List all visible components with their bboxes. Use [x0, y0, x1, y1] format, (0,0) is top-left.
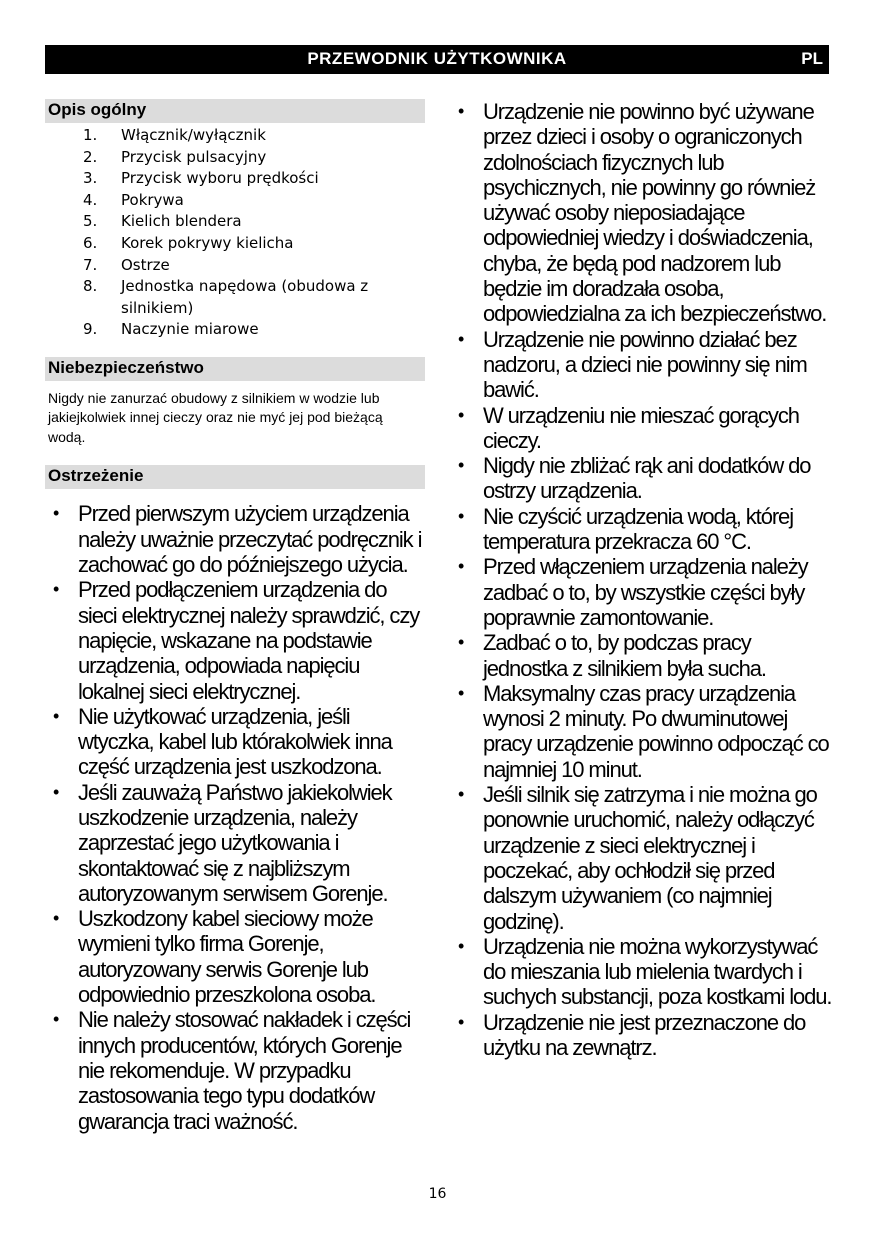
item-number: 2. — [83, 147, 98, 166]
danger-text: Nigdy nie zanurzać obudowy z silnikiem w wodzie lub jakiejkolwiek innej cieczy oraz nie myć jej pod bieżącą wodą. — [48, 389, 383, 445]
warning-text: Nie użytkować urządzenia, jeśli wtyczka, kabel lub którakolwiek inna część urządzenia jest uszkodzona. — [78, 703, 392, 780]
warning-text: Przed włączeniem urządzenia należy zadbać o to, by wszystkie części były poprawnie zamontowanie. — [483, 554, 808, 630]
warning-list-item — [45, 704, 425, 780]
warning-list-right — [450, 99, 835, 1060]
item-text: Korek pokrywy kielicha — [121, 233, 294, 252]
warning-heading: Ostrzeżenie — [45, 465, 425, 489]
warning-text: Jeśli zauważą Państwo jakiekolwiek uszkodzenie urządzenia, należy zaprzestać jego użytkowania i skontaktować się z najbliższym autoryzowanym serwisem Gorenje. — [78, 779, 392, 906]
item-number: 5. — [83, 212, 98, 231]
warning-text: Nie należy stosować nakładek i części innych producentów, których Gorenje nie rekomenduje. W przypadku zastosowania tego typu dodatków gwarancja traci ważność. — [78, 1007, 411, 1134]
warning-text: Urządzenie nie jest przeznaczone do użytku na zewnątrz. — [483, 1009, 806, 1060]
item-text: Przycisk wyboru prędkości — [121, 169, 319, 188]
bullet-icon: • — [458, 1011, 465, 1032]
bullet-icon: • — [53, 579, 60, 600]
item-number: 9. — [83, 320, 98, 339]
parts-list-item — [45, 276, 425, 319]
bullet-icon: • — [458, 328, 465, 349]
warning-list-item — [450, 630, 835, 681]
bullet-icon: • — [53, 705, 60, 726]
parts-list-item — [45, 168, 425, 190]
item-number: 4. — [83, 190, 98, 209]
warning-list-item — [450, 1010, 835, 1061]
warning-text: Urządzenia nie można wykorzystywać do mieszania lub mielenia twardych i suchych substancji, poza kostkami lodu. — [483, 933, 832, 1010]
parts-list-item — [45, 147, 425, 169]
warning-text: Przed pierwszym użyciem urządzenia należy uważnie przeczytać podręcznik i zachować go do późniejszego użycia. — [78, 501, 422, 578]
item-text: Pokrywa — [121, 190, 184, 209]
item-number: 7. — [83, 255, 98, 274]
bullet-icon: • — [53, 503, 60, 524]
warning-list-item — [450, 504, 835, 555]
parts-list-item — [45, 255, 425, 277]
parts-list-item — [45, 211, 425, 233]
warning-list-item — [45, 780, 425, 906]
warning-text: Uszkodzony kabel sieciowy może wymieni tylko firma Gorenje, autoryzowany serwis Gorenje lub odpowiednio przeszkolona osoba. — [78, 906, 376, 1008]
bullet-icon: • — [458, 556, 465, 577]
item-number: 8. — [83, 277, 98, 296]
header-title: PRZEWODNIK UŻYTKOWNIKA — [307, 49, 567, 68]
language-code: PL — [801, 49, 823, 68]
parts-list-item — [45, 319, 425, 341]
warning-list-item — [450, 681, 835, 782]
warning-list-item — [45, 501, 425, 577]
parts-list — [45, 125, 425, 341]
warning-list-item — [45, 577, 425, 703]
bullet-icon: • — [458, 682, 465, 703]
warning-text: Urządzenie nie powinno działać bez nadzoru, a dzieci nie powinny się nim bawić. — [483, 326, 807, 403]
item-number: 1. — [83, 126, 98, 144]
bullet-icon: • — [458, 935, 465, 956]
warning-list-item — [450, 327, 835, 403]
item-text: Jednostka napędowa (obudowa z silnikiem) — [121, 277, 369, 317]
warning-list-item — [450, 453, 835, 504]
warning-text: Zadbać o to, by podczas pracy jednostka z silnikiem była sucha. — [483, 630, 766, 681]
warning-list-item — [450, 99, 835, 327]
left-column — [45, 99, 425, 1134]
bullet-icon: • — [53, 908, 60, 929]
parts-list-item — [45, 190, 425, 212]
bullet-icon: • — [458, 784, 465, 805]
warning-text: Przed podłączeniem urządzenia do sieci elektrycznej należy sprawdzić, czy napięcie, wskazane na podstawie urządzenia, odpowiada napięciu lokalnej sieci elektrycznej. — [78, 577, 420, 704]
warning-list-item — [450, 554, 835, 630]
warning-list-item — [450, 403, 835, 454]
bullet-icon: • — [458, 455, 465, 476]
danger-heading: Niebezpieczeństwo — [45, 357, 425, 381]
warning-list-item — [45, 1007, 425, 1133]
item-text: Włącznik/wyłącznik — [121, 126, 266, 144]
warning-list-item — [45, 906, 425, 1007]
parts-list-item — [45, 233, 425, 255]
parts-list-item — [45, 125, 425, 147]
warning-list-left — [45, 501, 425, 1133]
item-number: 6. — [83, 233, 98, 252]
header-bar — [45, 45, 829, 74]
item-number: 3. — [83, 169, 98, 188]
bullet-icon: • — [458, 101, 465, 121]
bullet-icon: • — [53, 1009, 60, 1030]
warning-text: Jeśli silnik się zatrzyma i nie można go ponownie uruchomić, należy odłączyć urządzenie z sieci elektrycznej i poczekać, aby ochłodził się przed dalszym używaniem (co najmniej godzinę). — [483, 782, 817, 934]
warning-text: Nie czyścić urządzenia wodą, której temperatura przekracza 60 °C. — [483, 503, 793, 555]
bullet-icon: • — [458, 632, 465, 653]
page-number: 16 — [428, 1186, 447, 1202]
warning-text: Urządzenie nie powinno być używane przez dzieci i osoby o ograniczonych zdolnościach fizycznych lub psychicznych, nie powinny go również używać osoby nieposiadające odpowiedniej wiedzy i doświadczenia, chyba, że będą pod nadzorem lub będzie im doradzała osoba, odpowiedzialna za ich bezpieczeństwo. — [483, 99, 827, 327]
bullet-icon: • — [458, 404, 465, 425]
warning-list-item — [450, 934, 835, 1010]
general-description-heading: Opis ogólny — [45, 99, 425, 123]
warning-list-item — [450, 782, 835, 934]
item-text: Naczynie miarowe — [121, 320, 259, 339]
bullet-icon: • — [458, 505, 465, 526]
item-text: Przycisk pulsacyjny — [121, 147, 267, 166]
right-column — [450, 99, 835, 1060]
item-text: Ostrze — [121, 255, 170, 274]
item-text: Kielich blendera — [121, 212, 242, 231]
bullet-icon: • — [53, 781, 60, 802]
warning-text: Nigdy nie zbliżać rąk ani dodatków do ostrzy urządzenia. — [483, 453, 811, 504]
warning-text: W urządzeniu nie mieszać gorących cieczy. — [483, 402, 799, 453]
warning-text: Maksymalny czas pracy urządzenia wynosi 2 minuty. Po dwuminutowej pracy urządzenie powinno odpocząć co najmniej 10 minut. — [483, 680, 829, 782]
